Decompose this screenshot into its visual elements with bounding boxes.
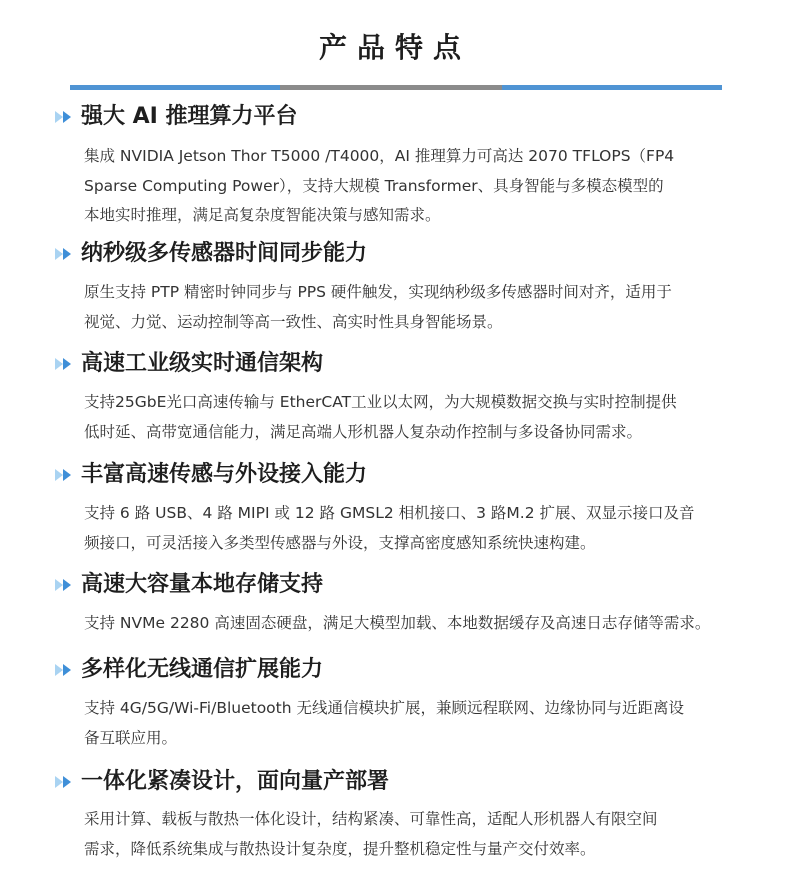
description-line: 原生支持 PTP 精密时钟同步与 PPS 硬件触发，实现纳秒级多传感器时间对齐，适用于 [84, 283, 672, 301]
feature-description [84, 694, 774, 753]
feature-description [84, 278, 774, 337]
feature-section [0, 569, 790, 632]
double-arrow-icon [55, 248, 73, 260]
description-line: 支持 4G/5G/Wi-Fi/Bluetooth 无线通信模块扩展，兼顾远程联网、边缘协同与近距离设 [84, 699, 684, 717]
description-line: Sparse Computing Power），支持大规模 Transformer、具身智能与多模态模型的 [84, 176, 664, 195]
feature-title: 纳秒级多传感器时间同步能力 [81, 241, 368, 266]
divider-left-segment [70, 85, 280, 90]
feature-heading [0, 101, 790, 133]
description-line: 支持 6 路 USB、4 路 MIPI 或 12 路 GMSL2 相机接口、3 路M.2 扩展、双显示接口及音 [84, 504, 695, 522]
feature-section [0, 238, 790, 331]
title-divider [70, 85, 722, 90]
description-line: 采用计算、载板与散热一体化设计，结构紧凑、可靠性高，适配人形机器人有限空间 [84, 810, 658, 828]
feature-section [0, 459, 790, 552]
double-arrow-icon [55, 579, 73, 591]
description-line: 低时延、高带宽通信能力，满足高端人形机器人复杂动作控制与多设备协同需求。 [84, 422, 643, 441]
feature-section [0, 766, 790, 858]
divider-middle-segment [280, 85, 502, 90]
feature-heading [0, 348, 790, 380]
feature-title: 强大 AI 推理算力平台 [81, 104, 298, 129]
double-arrow-icon [55, 469, 73, 481]
page-title: 产品特点 [318, 31, 471, 64]
description-line: 支持25GbE光口高速传输与 EtherCAT工业以太网，为大规模数据交换与实时控制提供 [84, 393, 677, 411]
description-line: 需求，降低系统集成与散热设计复杂度，提升整机稳定性与量产交付效率。 [84, 839, 596, 858]
feature-title: 丰富高速传感与外设接入能力 [81, 462, 368, 487]
feature-title: 一体化紧凑设计，面向量产部署 [81, 769, 390, 794]
description-line: 支持 NVMe 2280 高速固态硬盘，满足大模型加载、本地数据缓存及高速日志存储等需求。 [84, 614, 711, 632]
feature-section [0, 654, 790, 747]
double-arrow-icon [55, 358, 73, 370]
feature-heading [0, 238, 790, 270]
feature-section [0, 348, 790, 441]
feature-heading [0, 459, 790, 491]
feature-description [84, 499, 774, 558]
feature-description [84, 142, 774, 231]
feature-description [84, 388, 774, 447]
description-line: 备互联应用。 [84, 728, 178, 747]
description-line: 视觉、力觉、运动控制等高一致性、高实时性具身智能场景。 [84, 312, 503, 331]
double-arrow-icon [55, 111, 73, 123]
feature-title: 高速工业级实时通信架构 [81, 351, 324, 376]
divider-right-segment [502, 85, 722, 90]
feature-title: 高速大容量本地存储支持 [81, 572, 324, 597]
double-arrow-icon [55, 664, 73, 676]
feature-title: 多样化无线通信扩展能力 [81, 657, 324, 682]
feature-section [0, 101, 790, 224]
double-arrow-icon [55, 776, 73, 788]
description-line: 本地实时推理，满足高复杂度智能决策与感知需求。 [84, 206, 441, 224]
feature-heading [0, 569, 790, 601]
feature-description [84, 805, 774, 864]
feature-heading [0, 654, 790, 686]
description-line: 频接口，可灵活接入多类型传感器与外设，支撑高密度感知系统快速构建。 [84, 533, 596, 552]
feature-heading [0, 766, 790, 798]
description-line: 集成 NVIDIA Jetson Thor T5000 /T4000，AI 推理算力可高达 2070 TFLOPS（FP4 [84, 147, 675, 165]
feature-description [84, 609, 774, 639]
